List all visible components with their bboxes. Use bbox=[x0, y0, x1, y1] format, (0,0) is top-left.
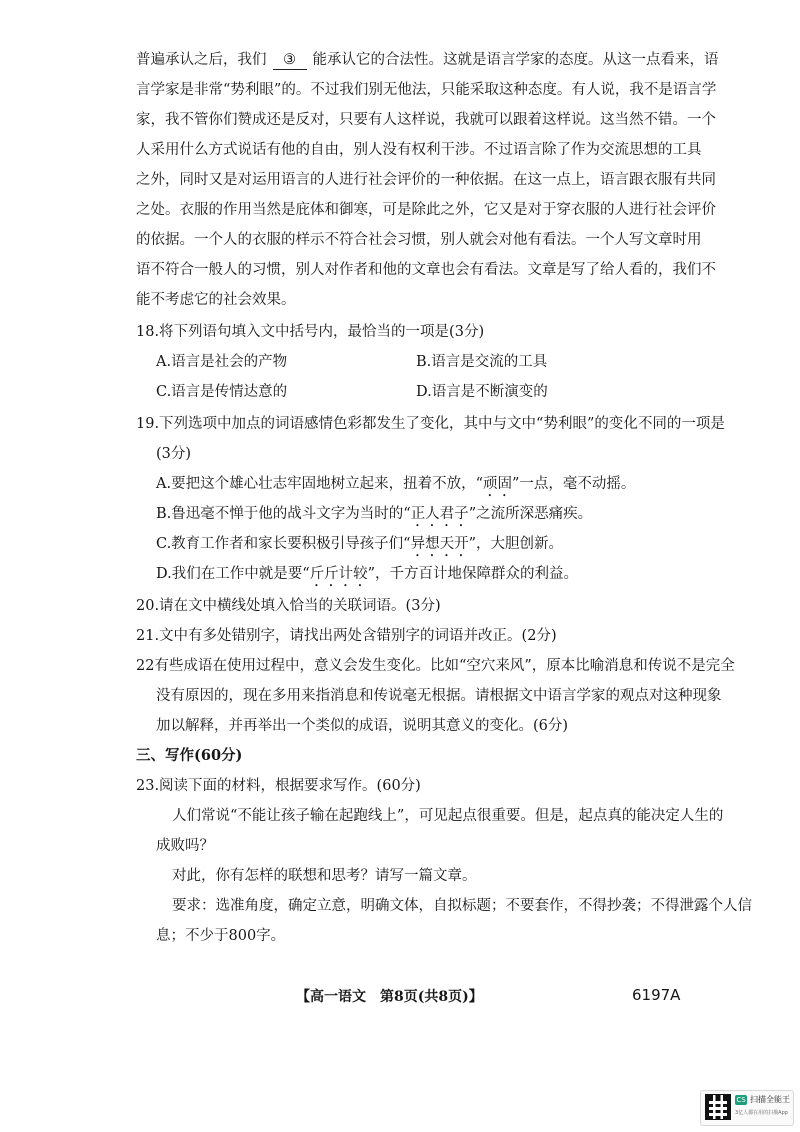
q18-option-b: B.语言是交流的工具 bbox=[416, 354, 548, 370]
passage-line-8: 语不符合一般人的习惯，别人对作者和他的文章也会有看法。文章是写了给人看的，我们不 bbox=[136, 262, 716, 278]
exam-code: 6197A bbox=[632, 986, 681, 1004]
q19-option-a: A.要把这个雄心壮志牢固地树立起来，扭着不放，“顽固”一点，毫不动摇。 bbox=[156, 476, 636, 492]
q19-option-b: B.鲁迅毫不惮于他的战斗文字为当时的“正人君子”之流所深恶痛疾。 bbox=[156, 506, 593, 522]
question-21: 21.文中有多处错别字，请找出两处含错别字的词语并改正。(2分) bbox=[136, 628, 557, 644]
question-23-stem: 23.阅读下面的材料，根据要求写作。(60分) bbox=[136, 778, 421, 794]
passage-line-6: 之处。衣服的作用当然是庇体和御寒，可是除此之外，它又是对于穿衣服的人进行社会评价 bbox=[136, 202, 716, 218]
question-22-line-3: 加以解释，并再举出一个类似的成语，说明其意义的变化。(6分) bbox=[156, 718, 569, 734]
q18-option-c: C.语言是传情达意的 bbox=[156, 384, 288, 400]
q23-material-line-2: 成败吗？ bbox=[156, 838, 214, 854]
camscanner-logo-icon: CS bbox=[736, 1096, 746, 1104]
passage-line-3: 家，我不管你们赞成还是反对，只要有人这样说，我就可以跟着这样说。这当然不错。一个 bbox=[136, 112, 716, 128]
emphasized-word: 顽固 bbox=[483, 476, 512, 492]
emphasized-word: 正人君子 bbox=[410, 506, 469, 522]
question-19-score: (3分) bbox=[156, 446, 192, 462]
passage-line-1: 普遍承认之后，我们 ③ 能承认它的合法性。这就是语言学家的态度。从这一点看来，语 bbox=[136, 52, 719, 68]
passage-line-2: 言学家是非常“势利眼”的。不过我们别无他法，只能采取这种态度。有人说，我不是语言学 bbox=[136, 82, 717, 98]
passage-line-7: 的依据。一个人的衣服的样示不符合社会习惯，别人就会对他有看法。一个人写文章时用 bbox=[136, 232, 702, 248]
emphasized-word: 斤斤计较 bbox=[309, 566, 368, 582]
scanner-watermark bbox=[700, 1090, 794, 1126]
q23-requirements-line-1: 要求：选准角度，确定立意，明确文体，自拟标题；不要套作，不得抄袭；不得泄露个人信 bbox=[172, 898, 752, 914]
scanner-tagline: 3亿人都在用的扫描App bbox=[735, 1110, 788, 1116]
question-22-line-1: 22有些成语在使用过程中，意义会发生变化。比如“空穴来风”，原本比喻消息和传说不是完全 bbox=[136, 658, 735, 674]
emphasized-word: 异想天开 bbox=[410, 536, 469, 552]
question-22-line-2: 没有原因的，现在多用来指消息和传说毫无根据。请根据文中语言学家的观点对这种现象 bbox=[156, 688, 722, 704]
passage-line-5: 之外，同时又是对运用语言的人进行社会评价的一种依据。在这一点上，语言跟衣服有共同 bbox=[136, 172, 716, 188]
question-20: 20.请在文中横线处填入恰当的关联词语。(3分) bbox=[136, 598, 441, 614]
page-footer: 【高一语文 第8页(共8页)】 bbox=[296, 989, 483, 1005]
question-18-stem: 18.将下列语句填入文中括号内，最恰当的一项是(3分) bbox=[136, 324, 485, 340]
q18-option-d: D.语言是不断演变的 bbox=[416, 384, 548, 400]
passage-line-4: 人采用什么方式说话有他的自由，别人没有权利干涉。不过语言除了作为交流思想的工具 bbox=[136, 142, 702, 158]
section-writing-heading: 三、写作(60分) bbox=[136, 747, 243, 764]
q23-prompt: 对此，你有怎样的联想和思考？请写一篇文章。 bbox=[172, 868, 477, 884]
q23-material-line-1: 人们常说“不能让孩子输在起跑线上”，可见起点很重要。但是，起点真的能决定人生的 bbox=[172, 808, 724, 824]
q19-option-c: C.教育工作者和家长要积极引导孩子们“异想天开”，大胆创新。 bbox=[156, 536, 564, 552]
question-19-stem: 19.下列选项中加点的词语感情色彩都发生了变化，其中与文中“势利眼”的变化不同的一项是 bbox=[136, 416, 725, 432]
passage-line-9: 能不考虑它的社会效果。 bbox=[136, 292, 296, 308]
blank-3: ③ bbox=[273, 51, 307, 70]
qr-code-icon bbox=[705, 1094, 731, 1120]
q23-requirements-line-2: 息；不少于800字。 bbox=[156, 928, 286, 944]
scanner-app-name: 扫描全能王 bbox=[750, 1095, 790, 1104]
q18-option-a: A.语言是社会的产物 bbox=[156, 354, 288, 370]
q19-option-d: D.我们在工作中就是要“斤斤计较”，千方百计地保障群众的利益。 bbox=[156, 566, 579, 582]
